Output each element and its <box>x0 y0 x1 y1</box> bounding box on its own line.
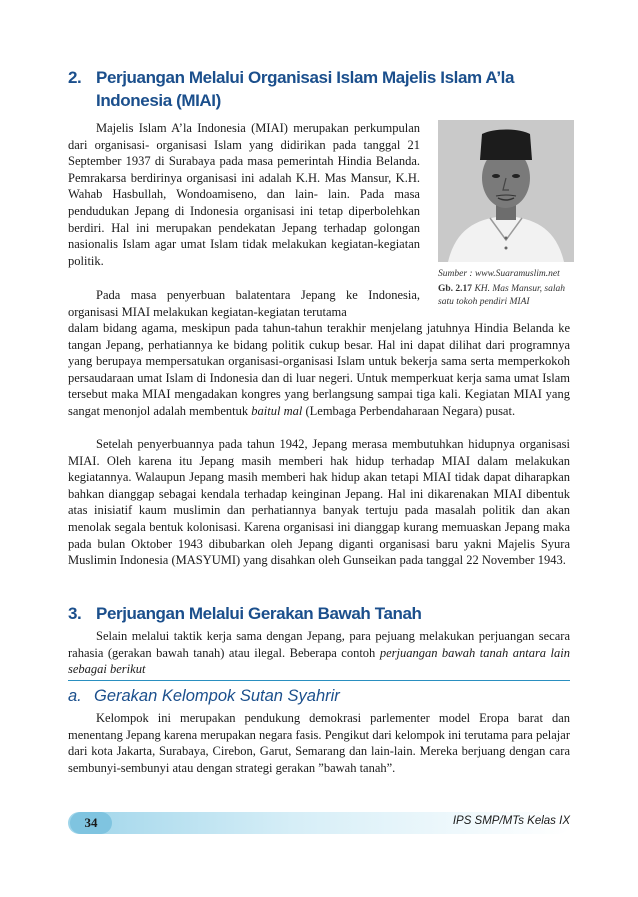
portrait-illustration <box>438 120 574 262</box>
figure-caption-text: KH. Mas Mansur, salah satu tokoh pendiri MIAI <box>438 284 565 307</box>
section-2-title-line1: Perjuangan Melalui Organisasi Islam Majelis Islam A’la <box>96 68 515 87</box>
baitul-mal-term: baitul mal <box>251 403 303 418</box>
paragraph-2-tail: (Lembaga Perbendaharaan Negara) pusat. <box>305 403 516 418</box>
section-2-title-line2: Indonesia (MIAI) <box>96 91 221 110</box>
section-divider <box>68 680 570 681</box>
section-3-number: 3. <box>68 604 82 623</box>
section-2-number: 2. <box>68 68 82 87</box>
section-2-paragraph-2-start: Pada masa penyerbuan balatentara Jepang ke Indonesia, organisasi MIAI melakukan kegiatan-kegiatan terutama <box>68 288 420 319</box>
portrait-photo <box>438 120 574 262</box>
subsection-a-heading <box>68 686 588 706</box>
section-3-paragraph-italic: perjuangan bawah tanah antara lain sebagai berikut <box>68 645 570 677</box>
photo-caption <box>438 283 578 308</box>
section-3-heading <box>68 602 588 625</box>
photo-source: Sumber : www.Suaramuslim.net <box>438 269 560 279</box>
section-3-paragraph <box>68 628 570 678</box>
section-2-paragraph-2-continued <box>68 320 570 420</box>
book-title: IPS SMP/MTs Kelas IX <box>452 815 570 827</box>
section-3-paragraph-body: Selain melalui taktik kerja sama dengan Jepang, para pejuang melakukan perjuangan secara rahasia (gerakan bawah tanah) atau ilegal. Beberapa contoh <box>68 629 570 660</box>
page-number: 34 <box>70 812 112 834</box>
subsection-a-paragraph: Kelompok ini merupakan pendukung demokrasi parlementer model Eropa barat dan menentang Jepang karena merupakan negara fasis. Pengikut dari kelompok ini terutama para pelajar dari kota Jakarta, Surabaya, Cirebon, Garut, Semarang dan lain-lain. Mereka berjuang dengan cara sembunyi-sembunyi atau dengan strategi gerakan ”bawah tanah”. <box>68 711 570 775</box>
subsection-a-title: Gerakan Kelompok Sutan Syahrir <box>94 687 340 705</box>
paragraph-2-body: dalam bidang agama, meskipun pada tahun-tahun terakhir menjelang jatuhnya Hindia Belanda ke tangan Jepang, perhatiannya ke bidang politik cukup besar. Hal ini dapat dilihat dari programnya yang berupaya mempersatukan organisasi-organisasi Islam untuk bekerja sama serta memperkokoh persaudaraan umat Islam di Indonesia dan di luar negeri. Untuk memperkuat kerja sama umat Islam tersebut maka MIAI mengadakan kongres yang berlangsung sampai tiga kali. Kegiatan MIAI yang sangat menonjol adalah membentuk <box>68 321 570 418</box>
section-2-heading <box>68 66 588 112</box>
figure-label: Gb. 2.17 <box>438 284 473 294</box>
subsection-a-number: a. <box>68 687 82 705</box>
section-3-title: Perjuangan Melalui Gerakan Bawah Tanah <box>96 604 422 623</box>
section-2-paragraph-1: Majelis Islam A’la Indonesia (MIAI) merupakan perkumpulan dari organisasi- organisasi Islam yang didirikan pada tanggal 21 September 1937 di Surabaya pada masa pemerintah Hindia Belanda. Pemrakarsa berdirinya organisasi ini adalah K.H. Mas Mansur, K.H. Wahab Hasbullah, Wondoamiseno, dan lain- lain. Pada masa pendudukan Jepang di Indonesia organisasi ini tetap diperbolehkan berdiri. Hal ini merupakan pendekatan Jepang terhadap golongan nasionalis Islam agar umat Islam tidak melakukan kegiatan-kegiatan politik. <box>68 121 420 268</box>
section-2-paragraph-3: Setelah penyerbuannya pada tahun 1942, Jepang merasa membutuhkan hidupnya organisasi MIAI. Oleh karena itu Jepang masih memberi hak hidup terhadap MIAI dalam melakukan kegiatannya. Walaupun Jepang masih memberi hak hidup akan tetapi MIAI tidak dapat diharapkan bahkan dianggap sebagai kendala terhadap keinginan Jepang. Hal ini dikarenakan MIAI dibentuk atas inisiatif kaum muslimin dan perhatiannya banyak tertuju pada masalah politik dan akan menolak segala bentuk kolonisasi. Karena organisasi ini dianggap kurang memuaskan Jepang maka pada bulan Oktober 1943 dibubarkan oleh Jepang diganti organisasi baru yakni Majelis Syura Muslimin Indonesia (MASYUMI) yang disahkan oleh Gunseikan pada tanggal 22 November 1943. <box>68 437 570 568</box>
